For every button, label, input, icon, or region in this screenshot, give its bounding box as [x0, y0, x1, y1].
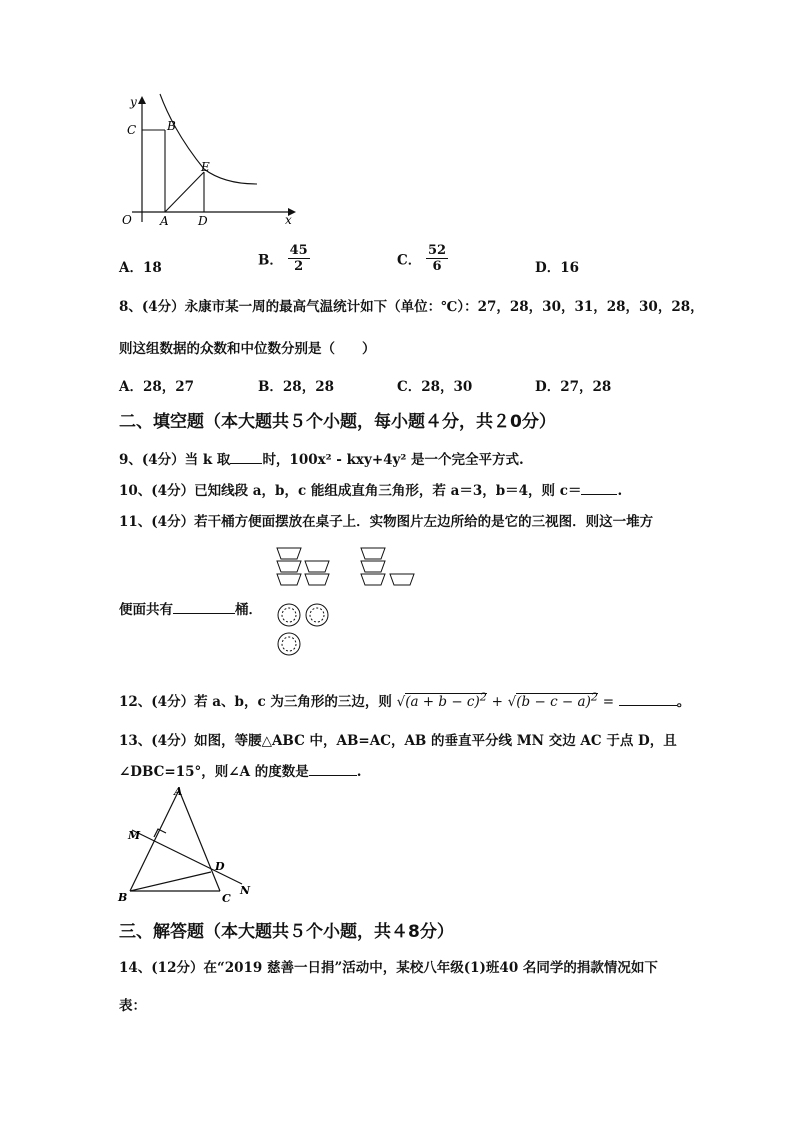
x-axis-label: x: [285, 213, 292, 227]
answer-blank[interactable]: [173, 599, 235, 614]
point-c-label: C: [222, 892, 231, 905]
point-b-label: B: [118, 891, 128, 904]
q9: 9、(4分）当 k 取 时，100x² - kxy+4y² 是一个完全平方式.: [119, 448, 524, 468]
q7-option-d: D．16: [535, 260, 580, 276]
q7-option-a: A．18: [119, 260, 162, 276]
three-views-figure: [270, 544, 420, 662]
point-c-label: C: [127, 123, 137, 137]
section-3-title: 三、解答题（本大题共５个小题，共４8分）: [119, 922, 454, 942]
y-axis-label: y: [130, 95, 137, 109]
q11-line1: 11、(4分）若干桶方便面摆放在桌子上．实物图片左边所给的是它的三视图．则这一堆方: [119, 514, 654, 530]
q14-line2: 表：: [119, 998, 146, 1014]
q8-option-a: A．28，27: [119, 379, 195, 395]
q7-option-c: C． $\frac{52}{6}$: [397, 243, 447, 274]
q11-line2: 便面共有 桶．: [119, 598, 262, 618]
q13-line2: ∠DBC=15°，则∠A 的度数是 .: [119, 760, 361, 780]
point-a-label: A: [174, 785, 183, 798]
point-e-label: E: [201, 160, 210, 174]
answer-blank[interactable]: [309, 761, 357, 776]
sqrt-expression-1: $√(a + b - c)^2$: [396, 690, 487, 710]
answer-blank[interactable]: [230, 449, 262, 464]
q8-option-c: C．28，30: [397, 379, 473, 395]
point-a-label: A: [160, 214, 169, 228]
section-2-title: 二、填空题（本大题共５个小题，每小题４分，共２0分）: [119, 412, 556, 432]
q13-line1: 13、(4分）如图，等腰△ABC 中，AB=AC，AB 的垂直平分线 MN 交边 AC 于点 D，且: [119, 733, 677, 749]
q8-line1: 8、(4分）永康市某一周的最高气温统计如下（单位：℃）：27，28，30，31，28，30，28，: [119, 299, 704, 315]
point-n-label: N: [240, 884, 251, 897]
point-b-label: B: [167, 119, 176, 133]
q14-line1: 14、(12分）在“2019 慈善一日捐”活动中，某校八年级(1)班40 名同学的捐款情况如下: [119, 960, 658, 976]
q12: 12、(4分）若 a、b，c 为三角形的三边，则 $√(a + b - c)^2 + √(b - c - a)^2$ = 。: [119, 690, 691, 710]
answer-blank[interactable]: [581, 480, 617, 495]
q8-line2: 则这组数据的众数和中位数分别是（ ）: [119, 341, 376, 357]
q8-option-d: D．27，28: [535, 379, 612, 395]
answer-blank[interactable]: [619, 691, 677, 706]
q7-graph: [112, 92, 302, 230]
point-d-label: D: [215, 860, 225, 873]
fraction: $\frac{52}{6}$: [427, 243, 447, 274]
point-o-label: O: [122, 213, 132, 227]
point-m-label: M: [128, 829, 141, 842]
sqrt-expression-2: $√(b - c - a)^2$: [507, 690, 599, 710]
triangle-figure: [112, 783, 262, 905]
q7-option-b: B． $\frac{45}{2}$: [258, 243, 308, 274]
fraction: $\frac{45}{2}$: [289, 243, 308, 274]
q8-option-b: B．28，28: [258, 379, 334, 395]
q10: 10、(4分）已知线段 a，b，c 能组成直角三角形，若 a＝3，b＝4，则 c＝ .: [119, 479, 622, 499]
point-d-label: D: [198, 214, 208, 228]
